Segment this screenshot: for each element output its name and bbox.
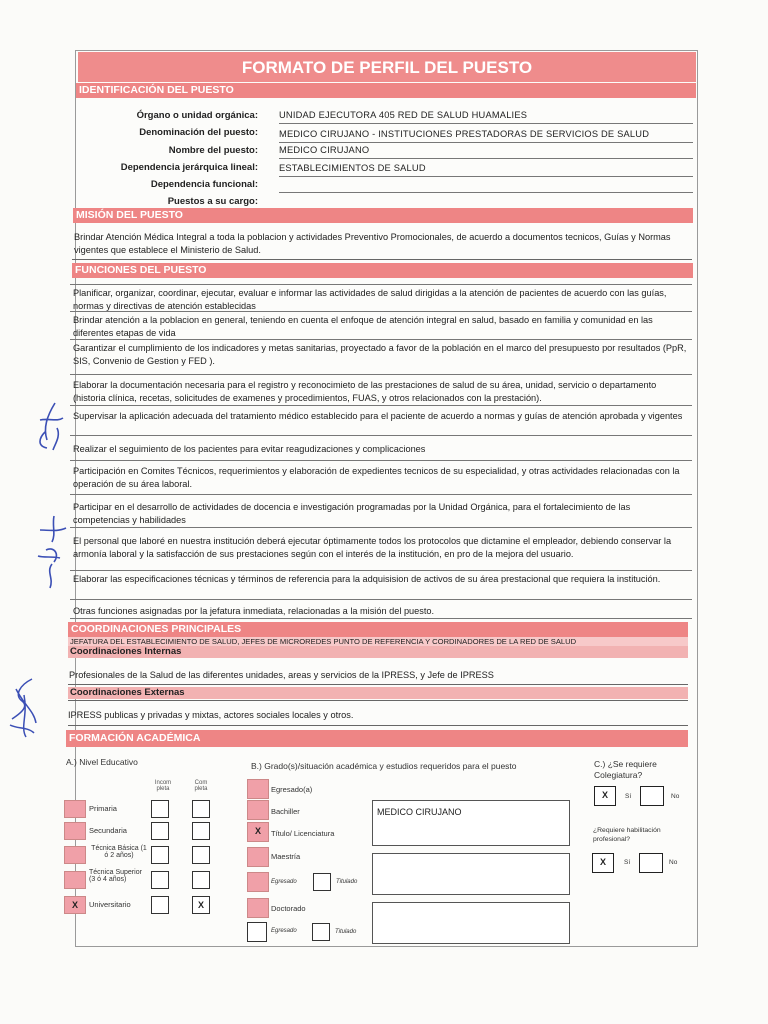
checkbox-tecnica-superior-incompleta[interactable]	[151, 871, 169, 889]
document-title: FORMATO DE PERFIL DEL PUESTO	[78, 52, 696, 82]
field-value-denominacion: MEDICO CIRUJANO - INSTITUCIONES PRESTADORAS DE SERVICIOS DE SALUD	[279, 126, 693, 143]
checkbox-tecnica-basica-completa[interactable]	[192, 846, 210, 864]
col-completa: Com pleta	[194, 780, 208, 792]
checkbox-doctorado[interactable]	[247, 898, 269, 918]
checkbox-secundaria-incompleta[interactable]	[151, 822, 169, 840]
nivel-primaria-label: Primaria	[89, 804, 117, 813]
grado-title: B.) Grado(s)/situación académica y estudios requeridos para el puesto	[251, 761, 517, 771]
funcion-item-8: Participar en el desarrollo de actividades de docencia e investigación programadas por la Unidad Orgánica, para el fortalecimiento de las competencias y habilidades	[70, 494, 692, 527]
section-identificacion: IDENTIFICACIÓN DEL PUESTO	[76, 83, 696, 98]
field-value-organo: UNIDAD EJECUTORA 405 RED DE SALUD HUAMALIES	[279, 107, 693, 124]
funcion-item-1: Planificar, organizar, coordinar, ejecutar, evaluar e informar las actividades de salud dirigidas a la atención de pacientes de acuerdo con las guías, normas y directivas de atención establecidas	[70, 284, 692, 311]
funcion-item-6: Realizar el seguimiento de los pacientes para evitar reagudizaciones y complicaciones	[70, 435, 692, 460]
funcion-item-7: Participación en Comites Técnicos, requerimientos y elaboración de expedientes tecnicos de su especialidad, y otras actividades relacionadas con la operación de su área laboral.	[70, 460, 692, 494]
funcion-item-4: Elaborar la documentación necesaria para el registro y reconocimieto de las prestaciones de salud de su área, unidad, servicio o departamento (historia clínica, recetas, solicitudes de examenes y procedimientos, FUAS, y otros relacionados con la prestación).	[70, 374, 692, 405]
nivel-tecnica-basica-label: Técnica Básica (1 ó 2 años)	[91, 845, 147, 859]
checkbox-doctorado-titulado[interactable]	[312, 923, 330, 941]
checkbox-titulo[interactable]: X	[247, 822, 269, 842]
coordinaciones-externas-label: Coordinaciones Externas	[68, 687, 688, 699]
nivel-educativo-title: A.) Nivel Educativo	[66, 757, 138, 767]
section-mision: MISIÓN DEL PUESTO	[73, 208, 693, 223]
habilitacion-no-label: No	[669, 859, 678, 866]
nivel-universitario-label: Universitario	[89, 900, 131, 909]
field-value-nombre: MEDICO CIRUJANO	[279, 142, 693, 159]
signature-initials-2	[32, 512, 72, 592]
funcion-item-5: Supervisar la aplicación adecuada del tratamiento médico establecido para el paciente de acuerdo a normas y guías de atención aprobada y vigentes	[70, 405, 692, 435]
col-incompleta: Incom pleta	[154, 780, 172, 792]
coordinacion-jefatura: JEFATURA DEL ESTABLECIMIENTO DE SALUD, JEFES DE MICROREDES PUNTO DE REFERENCIA Y CORDINADORES DE LA RED DE SALUD	[68, 637, 688, 646]
carrera-value: MEDICO CIRUJANO	[377, 807, 462, 817]
maestria-box	[372, 853, 570, 895]
checkbox-universitario-incompleta[interactable]	[151, 896, 169, 914]
checkbox-tecnica-superior[interactable]	[64, 871, 86, 889]
colegiatura-si-label: Sí	[625, 793, 632, 800]
grado-doctorado-label: Doctorado	[271, 904, 306, 913]
divider	[68, 700, 688, 701]
colegiatura-title: C.) ¿Se requiere Colegiatura?	[594, 759, 657, 780]
funcion-item-11: Otras funciones asignadas por la jefatura inmediata, relacionadas a la misión del puesto.	[70, 599, 692, 619]
field-label-organo: Órgano o unidad orgánica:	[136, 110, 258, 121]
checkbox-primaria-incompleta[interactable]	[151, 800, 169, 818]
checkbox-habilitacion-no[interactable]	[639, 853, 663, 873]
funcion-item-9: El personal que laboré en nuestra institución deberá ejecutar óptimamente todos los protocolos que dictamine el empleador, debiendo conservar la armonía laboral y la satisfacción de sus prestaciones según con el interés de la institución, en pro de la mejora del usuario.	[70, 527, 692, 570]
checkbox-tecnica-basica[interactable]	[64, 846, 86, 864]
section-funciones: FUNCIONES DEL PUESTO	[72, 263, 693, 278]
checkbox-maestria-titulado[interactable]	[313, 873, 331, 891]
doctorado-box	[372, 902, 570, 944]
checkbox-doctorado-egresado[interactable]	[247, 922, 267, 942]
signature-initials-3	[4, 675, 44, 740]
checkbox-primaria-completa[interactable]	[192, 800, 210, 818]
section-coordinaciones: COORDINACIONES PRINCIPALES	[68, 622, 688, 637]
field-label-nombre: Nombre del puesto:	[168, 145, 258, 156]
divider	[72, 259, 692, 260]
signature-initials-1	[25, 398, 70, 453]
checkbox-universitario[interactable]: X	[64, 896, 86, 914]
doctorado-egresado-label: Egresado	[271, 928, 297, 934]
checkbox-habilitacion-si[interactable]: X	[592, 853, 614, 873]
colegiatura-no-label: No	[671, 793, 680, 800]
maestria-egresado-label: Egresado	[271, 879, 297, 885]
coordinaciones-externas-text: IPRESS publicas y privadas y mixtas, actores sociales locales y otros.	[68, 710, 354, 720]
checkbox-tecnica-superior-completa[interactable]	[192, 871, 210, 889]
section-formacion: FORMACIÓN ACADÉMICA	[66, 730, 688, 747]
divider	[68, 684, 688, 685]
field-value-puestos-cargo	[279, 192, 693, 209]
funcion-item-3: Garantizar el cumplimiento de los indicadores y metas sanitarias, proyectado a favor de la población en el marco del presupuesto por resultados (PpR, SIS, Convenio de Gestion y FED ).	[70, 339, 692, 374]
carrera-box	[372, 800, 570, 846]
divider	[68, 725, 688, 726]
field-value-dependencia-jerarquica: ESTABLECIMIENTOS DE SALUD	[279, 160, 693, 177]
doctorado-titulado-label: Titulado	[335, 929, 357, 935]
coordinaciones-internas-label: Coordinaciones Internas	[68, 646, 688, 658]
field-label-denominacion: Denominación del puesto:	[139, 127, 258, 138]
habilitacion-si-label: Sí	[624, 859, 631, 866]
grado-egresado-label: Egresado(a)	[271, 785, 313, 794]
checkbox-primaria[interactable]	[64, 800, 86, 818]
checkbox-colegiatura-si[interactable]: X	[594, 786, 616, 806]
checkbox-maestria[interactable]	[247, 847, 269, 867]
funcion-item-2: Brindar atención a la poblacion en general, teniendo en cuenta el enfoque de atención integral en salud, basado en familia y comunidad en las diferentes etapas de vida	[70, 311, 692, 339]
field-label-dependencia-funcional: Dependencia funcional:	[150, 179, 258, 190]
field-value-dependencia-funcional	[279, 176, 693, 193]
grado-titulo-label: Título/ Licenciatura	[271, 829, 335, 838]
maestria-titulado-label: Titulado	[336, 879, 358, 885]
field-label-dependencia-jerarquica: Dependencia jerárquica lineal:	[120, 162, 258, 173]
checkbox-colegiatura-no[interactable]	[640, 786, 664, 806]
checkbox-bachiller[interactable]	[247, 800, 269, 820]
mision-text: Brindar Atención Médica Integral a toda la poblacion y actividades Preventivo Promocionales, de acuerdo a documentos tecnicos, Guías y Normas vigentes que establece el Ministerio de Salud.	[74, 232, 671, 255]
checkbox-universitario-completa[interactable]: X	[192, 896, 210, 914]
grado-bachiller-label: Bachiller	[271, 807, 300, 816]
checkbox-secundaria[interactable]	[64, 822, 86, 840]
nivel-secundaria-label: Secundaria	[89, 826, 127, 835]
checkbox-maestria-egresado[interactable]	[247, 872, 269, 892]
funcion-item-10: Elaborar las especificaciones técnicas y términos de referencia para la adquisision de activos de su área prestacional que requiera la institución.	[70, 570, 692, 599]
habilitacion-title: ¿Requiere habilitación profesional?	[593, 827, 661, 843]
grado-maestria-label: Maestría	[271, 852, 301, 861]
nivel-tecnica-superior-label: Técnica Superior (3 ó 4 años)	[89, 869, 142, 883]
coordinaciones-internas-text: Profesionales de la Salud de las diferentes unidades, areas y servicios de la IPRESS, y Jefe de IPRESS	[69, 670, 494, 680]
checkbox-egresado[interactable]	[247, 779, 269, 799]
checkbox-secundaria-completa[interactable]	[192, 822, 210, 840]
field-label-puestos-cargo: Puestos a su cargo:	[167, 196, 258, 207]
checkbox-tecnica-basica-incompleta[interactable]	[151, 846, 169, 864]
